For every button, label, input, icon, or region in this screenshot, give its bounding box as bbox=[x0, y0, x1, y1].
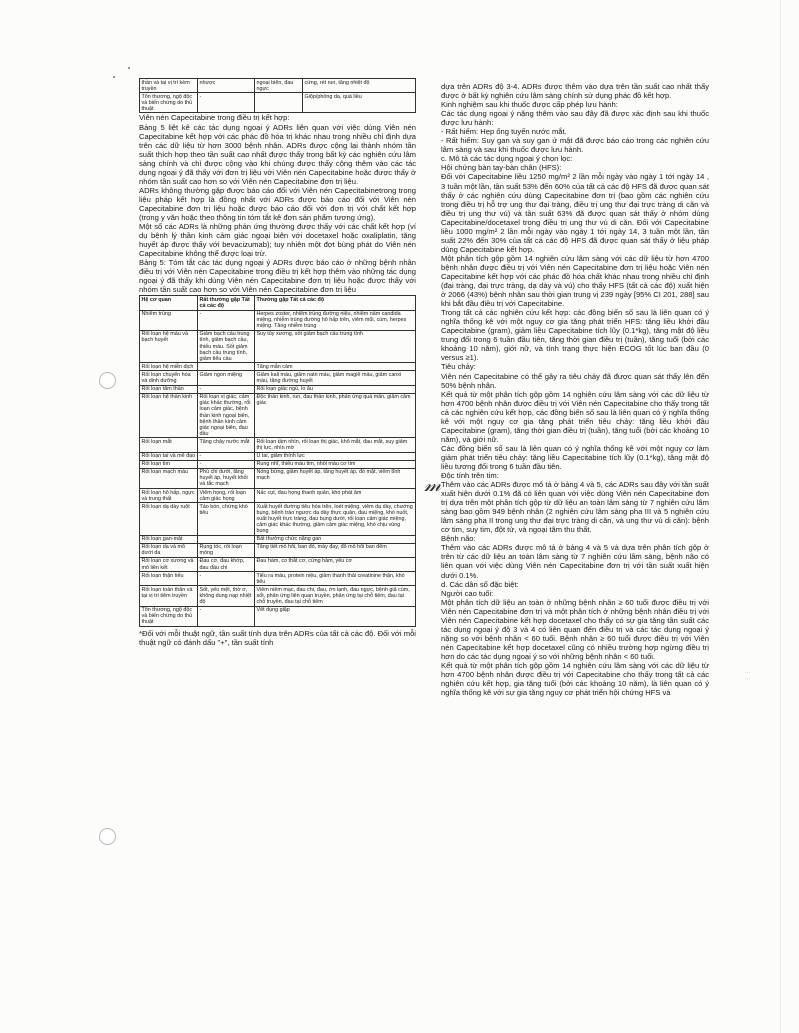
table-cell: - bbox=[198, 572, 255, 586]
paragraph: Một phân tích dữ liệu an toàn ở những bệnh nhân ≥ 60 tuổi được điều trị với Viên nén Capecitabine đơn trị và một phân tích ở những bệnh nhân điều trị với Viên nén Capecitabine kết hợp docetaxel cho thấy có sự gia tăng tần suất các tác dụng ngoại ý độ 3 và 4 có liên quan đến điều trị và các tác dụng ngoại ý nặng so với bệnh nhân < 60 tuổi. Bệnh nhân ≥ 60 tuổi được điều trị với Viên nén Capecitabine kết hợp docetaxel cũng có nhiều trường hợp ngừng điều trị hơn do các tác dụng ngoại ý so với những bệnh nhân < 60 tuổi. bbox=[441, 597, 709, 661]
paragraph: Một số các ADRs là những phản ứng thường được thấy với các chất kết hợp (ví dụ bệnh lý thần kinh cảm giác ngoại biên với docetaxel hoặc oxaliplatin, tăng huyết áp được thấy với bevacizumab); tuy nhiên một đợt bùng phát do Viên nén Capecitabine không thể được loại trừ. bbox=[139, 222, 416, 259]
table-cell: - bbox=[198, 460, 255, 468]
table-row bbox=[140, 310, 416, 330]
table-cell: Rối loạn da và mô dưới da bbox=[140, 543, 198, 557]
column-header: Thường gặp Tất cả các độ bbox=[255, 296, 416, 310]
table-5-body bbox=[140, 310, 416, 626]
table-cell: Tiểu ra máu, protein niệu, giảm thanh thải creatinine thận, khó tiểu bbox=[255, 572, 416, 586]
table-cell: Rối loạn hệ miễn dịch bbox=[140, 363, 198, 371]
table-cell: Đau cơ, đau khớp, đau đầu chi bbox=[198, 557, 255, 571]
table-cell: - bbox=[198, 385, 255, 393]
table-row bbox=[140, 503, 416, 535]
table-row bbox=[140, 452, 416, 460]
paragraph: Tiêu chảy: bbox=[441, 362, 476, 372]
right-column bbox=[441, 82, 709, 697]
scan-speck bbox=[128, 67, 130, 69]
table-cell: - bbox=[198, 310, 255, 330]
paragraph: Bệnh não: bbox=[441, 534, 476, 544]
paragraph: dựa trên ADRs độ 3-4. ADRs được thêm vào dựa trên tần suất cao nhất thấy được ở bất kỳ nghiên cứu lâm sàng chính sử dụng phác đồ kết hợp. bbox=[441, 82, 709, 101]
paragraph: Thêm vào các ADRs được mô tả ở bảng 4 và 5 và dựa trên phân tích gộp ở trên từ các dữ liệu an toàn lâm sàng từ 7 nghiên cứu lâm sàng, bệnh não có liên quan với việc dùng Viên nén Capecitabine đơn trị với tần suất xuất hiện dưới 0.1%. bbox=[441, 543, 709, 580]
table-cell: Rối loạn dạ dày ruột bbox=[140, 503, 198, 535]
table-row bbox=[140, 543, 416, 557]
table-cell: Rối loạn vị giác, cảm giác khác thường, rối loạn cảm giác, bệnh thần kinh ngoại biên, bệnh thần kinh cảm giác ngoại biên, đau đầu bbox=[198, 393, 255, 438]
paragraph: c. Mô tả các tác dụng ngoại ý chọn lọc: bbox=[441, 154, 573, 164]
table-cell: Xuất huyết đường tiêu hóa trên, loét miệng, viêm dạ dày, chướng bụng, bệnh trào ngược dạ dày thực quản, đau miệng, khó nuốt, xuất huyết trực tràng, đau bụng dưới, rối loạn cảm giác miệng, cảm giác khác thường, giảm cảm giác miệng, khó chịu vùng bụng bbox=[255, 503, 416, 535]
table-row bbox=[140, 535, 416, 543]
table-cell: Giảm bạch cầu trung tính, giảm bạch cầu, thiếu máu. Sốt giảm bạch cầu trung tính, giảm tiểu cầu bbox=[198, 330, 255, 362]
section-heading: Viên nén Capecitabine trong điều trị kết hợp: bbox=[139, 113, 290, 123]
table-cell: - bbox=[198, 93, 255, 113]
table-cell: Rối loạn chuyển hóa và dinh dưỡng bbox=[140, 371, 198, 385]
table-cell: Giảm ngon miệng bbox=[198, 371, 255, 385]
table-cell: Bất thường chức năng gan bbox=[255, 535, 416, 543]
table-cell: Vết dụng giập bbox=[255, 606, 416, 626]
table-cell: Táo bón, chứng khó tiêu bbox=[198, 503, 255, 535]
table-row bbox=[140, 489, 416, 503]
table-cell: Rối loạn gan-mật bbox=[140, 535, 198, 543]
table-cell: Rối loạn mạch máu bbox=[140, 468, 198, 488]
table-row bbox=[140, 393, 416, 438]
table-cell: cứng, rét run, tăng nhiệt độ bbox=[303, 79, 416, 93]
paragraph: Trong tất cả các nghiên cứu kết hợp: các đồng biến số sau là liên quan có ý nghĩa thống kê với một nguy cơ gia tăng phát triển HFS: tăng liều khởi đầu Capecitabine (gram), giảm liều Capecitabine tích lũy (0.1*kg), tăng mật độ liều trung đối trong 6 tuần đầu tiên, tăng thời gian điều trị (tuần), tăng tuổi (bởi các khoảng 10 năm), giới nữ, và tình trạng thực hiện ECOG tốt lúc ban đầu (0 versus ≥1). bbox=[441, 308, 709, 363]
table-cell: Rối loạn hô hấp, ngực và trung thất bbox=[140, 489, 198, 503]
table-cell: Giộp/phồng da, quá liều bbox=[303, 93, 416, 113]
table-row bbox=[140, 385, 416, 393]
paragraph: Các đồng biến số sau là liên quan có ý nghĩa thống kê với một nguy cơ làm giảm phát triển tiêu chảy: tăng liều Capecitabine tích lũy (0.1*kg), tăng mật độ liều tương đối trong 6 tuần đầu tiên. bbox=[441, 443, 709, 471]
table-row bbox=[140, 586, 416, 606]
table-cell: Nóng bừng, giảm huyết áp, tăng huyết áp, đỏ mặt, viêm tĩnh mạch bbox=[255, 468, 416, 488]
table-cell: Độc thần kinh, run, đau thần kinh, phản ứng quá mẫn, giảm cảm giác bbox=[255, 393, 416, 438]
punch-hole bbox=[99, 828, 116, 845]
column-header: Hệ cơ quan bbox=[140, 296, 198, 310]
table-cell: Viêm họng, rối loạn cảm giác họng bbox=[198, 489, 255, 503]
punch-hole bbox=[99, 372, 116, 389]
margin-scan-artifact: ⋮ ⋮ bbox=[744, 670, 750, 682]
table-row bbox=[140, 79, 416, 93]
table-cell: Đau hàm, co thắt cơ, cứng hàm, yếu cơ bbox=[255, 557, 416, 571]
table-row bbox=[140, 330, 416, 362]
paragraph: Đối với Capecitabine liều 1250 mg/m² 2 lần mỗi ngày vào ngày 1 tới ngày 14 , 3 tuần một lần, tần suất 53% đến 60% của tất cả các độ HFS đã được quan sát thấy ở các nghiên cứu dùng Capecitabine đơn trị (bao gồm các nghiên cứu trong điều trị hỗ trợ ung thư đại tràng, điều trị ung thư đại trực tràng di căn và điều trị ung thư vú) và tần suất 63% đã được quan sát thấy ở nhóm dùng Capecitabine/docetaxel trong điều trị ung thư vú di căn. Đối với Capecitabine liều 1000 mg/m² 2 lần mỗi ngày vào ngày 1 tới ngày 14, 3 tuần một lần, tần suất 22% đến 30% của tất cả các độ HFS đã được quan sát thấy ở liệu pháp dùng Capecitabine kết hợp. bbox=[441, 172, 709, 254]
table-cell: Tăng chảy nước mắt bbox=[198, 438, 255, 452]
table-row bbox=[140, 363, 416, 371]
table-cell: Phù chi dưới, tăng huyết áp, huyết khối và tắc mạch bbox=[198, 468, 255, 488]
table-cell: - bbox=[198, 606, 255, 626]
table-5 bbox=[139, 295, 416, 627]
table-row bbox=[140, 468, 416, 488]
paragraph: - Rất hiếm: Suy gan và suy gan ứ mật đã được báo cáo trong các nghiên cứu lâm sàng và sau khi thuốc được lưu hành. bbox=[441, 136, 709, 155]
paragraph: Độc tính trên tim: bbox=[441, 471, 499, 481]
table-cell: Giảm kali máu, giảm natri máu, giảm magiê máu, giảm canxi máu, tăng đường huyết bbox=[255, 371, 416, 385]
paragraph: Hội chứng bàn tay-bàn chân (HFS): bbox=[441, 163, 562, 173]
table-cell: nhược bbox=[198, 79, 255, 93]
table-cell: Rối loạn tim bbox=[140, 460, 198, 468]
table-cell: Rung nhĩ, thiếu máu tim, nhồi máu cơ tim bbox=[255, 460, 416, 468]
table-row bbox=[140, 371, 416, 385]
paragraph: - Rất hiếm: Hẹp ống tuyến nước mắt. bbox=[441, 127, 567, 137]
scan-speck bbox=[113, 76, 115, 78]
table-cell: Rối loạn giấc ngủ, lo âu bbox=[255, 385, 416, 393]
table-cell: Rối loạn hệ thần kinh bbox=[140, 393, 198, 438]
table-cell: - bbox=[198, 452, 255, 460]
paragraph: Một phân tích gộp gồm 14 nghiên cứu lâm sàng với các dữ liệu từ hơn 4700 bệnh nhân được điều trị với Viên nén Capecitabine đơn trị liệu hoặc Viên nén Capecitabine kết hợp với các phác đồ hóa chất khác nhau trong nhiều chỉ định (đại tràng, đại trực tràng, dạ dày và vú) cho thấy HFS (tất cả các độ) xuất hiện ở 2066 (43%) bệnh nhân sau thời gian trung vị 239 ngày [95% CI 201, 288] sau khi bắt đầu điều trị với Capecitabine. bbox=[441, 253, 709, 309]
table-cell: Rối loạn tâm thần bbox=[140, 385, 198, 393]
table-cell: ngoại biên, đau ngực bbox=[255, 79, 303, 93]
table-cell: Rối loạn tai và mê đạo bbox=[140, 452, 198, 460]
paragraph: Các tác dụng ngoại ý nặng thêm vào sau đây đã được xác định sau khi thuốc được lưu hành: bbox=[441, 109, 709, 128]
handwritten-margin-mark: 𝓂 bbox=[424, 472, 441, 496]
table-cell: Rối loạn hệ máu và bạch huyết bbox=[140, 330, 198, 362]
paragraph: Kinh nghiệm sau khi thuốc được cấp phép lưu hành: bbox=[441, 100, 618, 110]
table-row bbox=[140, 93, 416, 113]
paragraph: ADRs không thường gặp được báo cáo đối với Viên nén Capecitabinetrong trong liệu pháp kết hợp là đồng nhất với ADRs được báo cáo đối với Viên nén Capecitabine đơn trị liệu hoặc được báo cáo đối với đơn trị với chất kết hợp (trong y văn hoặc theo thông tin tóm tắt kê đơn sản phẩm tương ứng). bbox=[139, 185, 416, 222]
paragraph: Bảng 5 liệt kê các tác dụng ngoại ý ADRs liên quan với việc dùng Viên nén Capecitabine kết hợp với các phác đồ hóa trị khác nhau trong nhiều chỉ định dựa trên các dữ liệu từ hơn 3000 bệnh nhân. ADRs được cộng lại thành nhóm tần suất thích hợp theo tần suất cao nhất được thấy trong bất kỳ các nghiên cứu lâm sàng chính và chỉ được cộng vào khi chúng được thấy cộng thêm vào các tác dụng ngoại ý đã thấy với đơn trị liệu với Viên nén Capecitabine hoặc được thấy ở nhóm tần suất cao hơn so với Viên nén Capecitabine đơn trị liệu. bbox=[139, 122, 416, 186]
paragraph: Người cao tuổi: bbox=[441, 588, 494, 598]
table-cell: Nấc cụt, đau họng thanh quản, khó phát âm bbox=[255, 489, 416, 503]
table-header-row bbox=[140, 296, 416, 310]
table-cell: Tổn thương, ngộ độc và biến chứng do thủ thuật bbox=[140, 606, 198, 626]
table-cell: Tăng tiết mồ hôi, ban đỏ, mày đay, đổ mồ hôi ban đêm bbox=[255, 543, 416, 557]
top-table-continuation bbox=[139, 78, 416, 113]
table-cell: Sốt, yếu mệt, thờ ơ, không dung nạp nhiệt độ bbox=[198, 586, 255, 606]
paragraph: Kết quả từ một phân tích gộp gồm 14 nghiên cứu lâm sàng với các dữ liệu từ hơn 4700 bệnh nhân được điều trị với Viên nén Capecitabine cho thấy trong tất cả các nghiên cứu kết hợp, các đồng biến số sau là liên quan có ý nghĩa thống kê với một nguy cơ gia tăng phát triển tiêu chảy: tăng liều khởi đầu Capecitabine (gram), tăng thời gian điều trị (tuần), tăng tuổi (bởi các khoảng 10 năm), và giới nữ. bbox=[441, 389, 709, 444]
paragraph: Kết quả từ một phân tích gộp gồm 14 nghiên cứu lâm sàng với các dữ liệu từ hơn 4700 bệnh nhân được điều trị với Capecitabine cho thấy trong tất cả các nghiên cứu kết hợp, gia tăng tuổi (bởi các khoảng 10 năm), là liên quan có ý nghĩa thống kê với sự gia tăng nguy cơ phát triển hội chứng HFS và bbox=[441, 661, 709, 698]
table-caption: Bảng 5: Tóm tắt các tác dụng ngoại ý ADRs được báo cáo ở những bệnh nhân điều trị với Viên nén Capecitabine trong điều trị kết hợp thêm vào những tác dụng ngoại ý đã thấy khi dùng Viên nén Capecitabine đơn trị liệu hoặc được thấy với nhóm tần suất cao hơn so với Viên nén Capecitabine đơn trị liệu bbox=[139, 258, 416, 295]
table-cell: Rụng tóc, rối loạn móng bbox=[198, 543, 255, 557]
table-cell: Ù tai, giảm thính lực bbox=[255, 452, 416, 460]
table-row bbox=[140, 572, 416, 586]
table-cell bbox=[198, 363, 255, 371]
table-cell: Herpes zoster, nhiễm trùng đường niệu, nhiễm nấm candida miệng, nhiễm trùng đường hô hấp trên, viêm mũi, cúm, herpes miệng. Tăng nhiễm trùng bbox=[255, 310, 416, 330]
table-cell: thần và tai vị trí kèm truyền bbox=[140, 79, 198, 93]
table-cell: Suy tủy xương, sốt giảm bạch cầu trung tính bbox=[255, 330, 416, 362]
table-row bbox=[140, 438, 416, 452]
left-column bbox=[139, 78, 416, 647]
table-cell: Tăng mẫn cảm bbox=[255, 363, 416, 371]
table-cell: Rối loạn thận tiểu bbox=[140, 572, 198, 586]
table-row bbox=[140, 460, 416, 468]
scan-edge-shadow bbox=[780, 0, 781, 1033]
column-header: Rất thường gặp Tất cả các độ bbox=[198, 296, 255, 310]
table-row bbox=[140, 557, 416, 571]
table-cell: Rối loạn cơ xương và mô liên kết bbox=[140, 557, 198, 571]
table-cell: Rối loạn tầm nhìn, rối loạn thị giác, khô mắt, đau mắt, suy giảm thị lực, nhìn mờ bbox=[255, 438, 416, 452]
table-cell bbox=[255, 93, 303, 113]
table-cell: Viêm niêm mạc, đau chi, đau, ớn lạnh, đau ngực, bệnh giả cúm, sốt, phản ứng liên quan truyền, phản ứng tại chỗ tiêm, đau tại chỗ truyền, đau tại chỗ tiêm bbox=[255, 586, 416, 606]
table-cell bbox=[198, 535, 255, 543]
table-cell: Rối loạn mắt bbox=[140, 438, 198, 452]
paragraph: Thêm vào các ADRs được mô tả ở bảng 4 và 5, các ADRs sau đây với tần suất xuất hiện dưới 0.1% đã có liên quan với việc dùng Viên nén Capecitabine đơn trị dựa trên một phân tích gộp từ dữ liệu an toàn lâm sàng từ 7 nghiên cứu lâm sàng bao gồm 949 bệnh nhân (2 nghiên cứu lâm sàng pha III và 5 nghiên cứu lâm sàng pha II trong ung thư đại trực tràng di căn, và ung thư vú di căn): bệnh cơ tim, suy tim, đột tử, và ngoại tâm thu thất. bbox=[441, 480, 709, 535]
table-cell: Nhiễm trùng bbox=[140, 310, 198, 330]
paragraph: d. Các dân số đặc biệt: bbox=[441, 579, 519, 589]
table-cell: Rối loạn toàn thân và tại vị trí tiêm truyền bbox=[140, 586, 198, 606]
table-cell: Tổn thương, ngộ độc và biến chứng do thủ thuật bbox=[140, 93, 198, 113]
footnote: *Đối với mỗi thuật ngữ, tần suất tính dựa trên ADRs của tất cả các độ. Đối với mỗi thuật ngữ có đánh dấu "+", tần suất tính bbox=[139, 628, 416, 647]
paragraph: Viên nén Capecitabine có thể gây ra tiêu chảy đã được quan sát thấy lên đến 50% bệnh nhân. bbox=[441, 371, 709, 390]
table-row bbox=[140, 606, 416, 626]
